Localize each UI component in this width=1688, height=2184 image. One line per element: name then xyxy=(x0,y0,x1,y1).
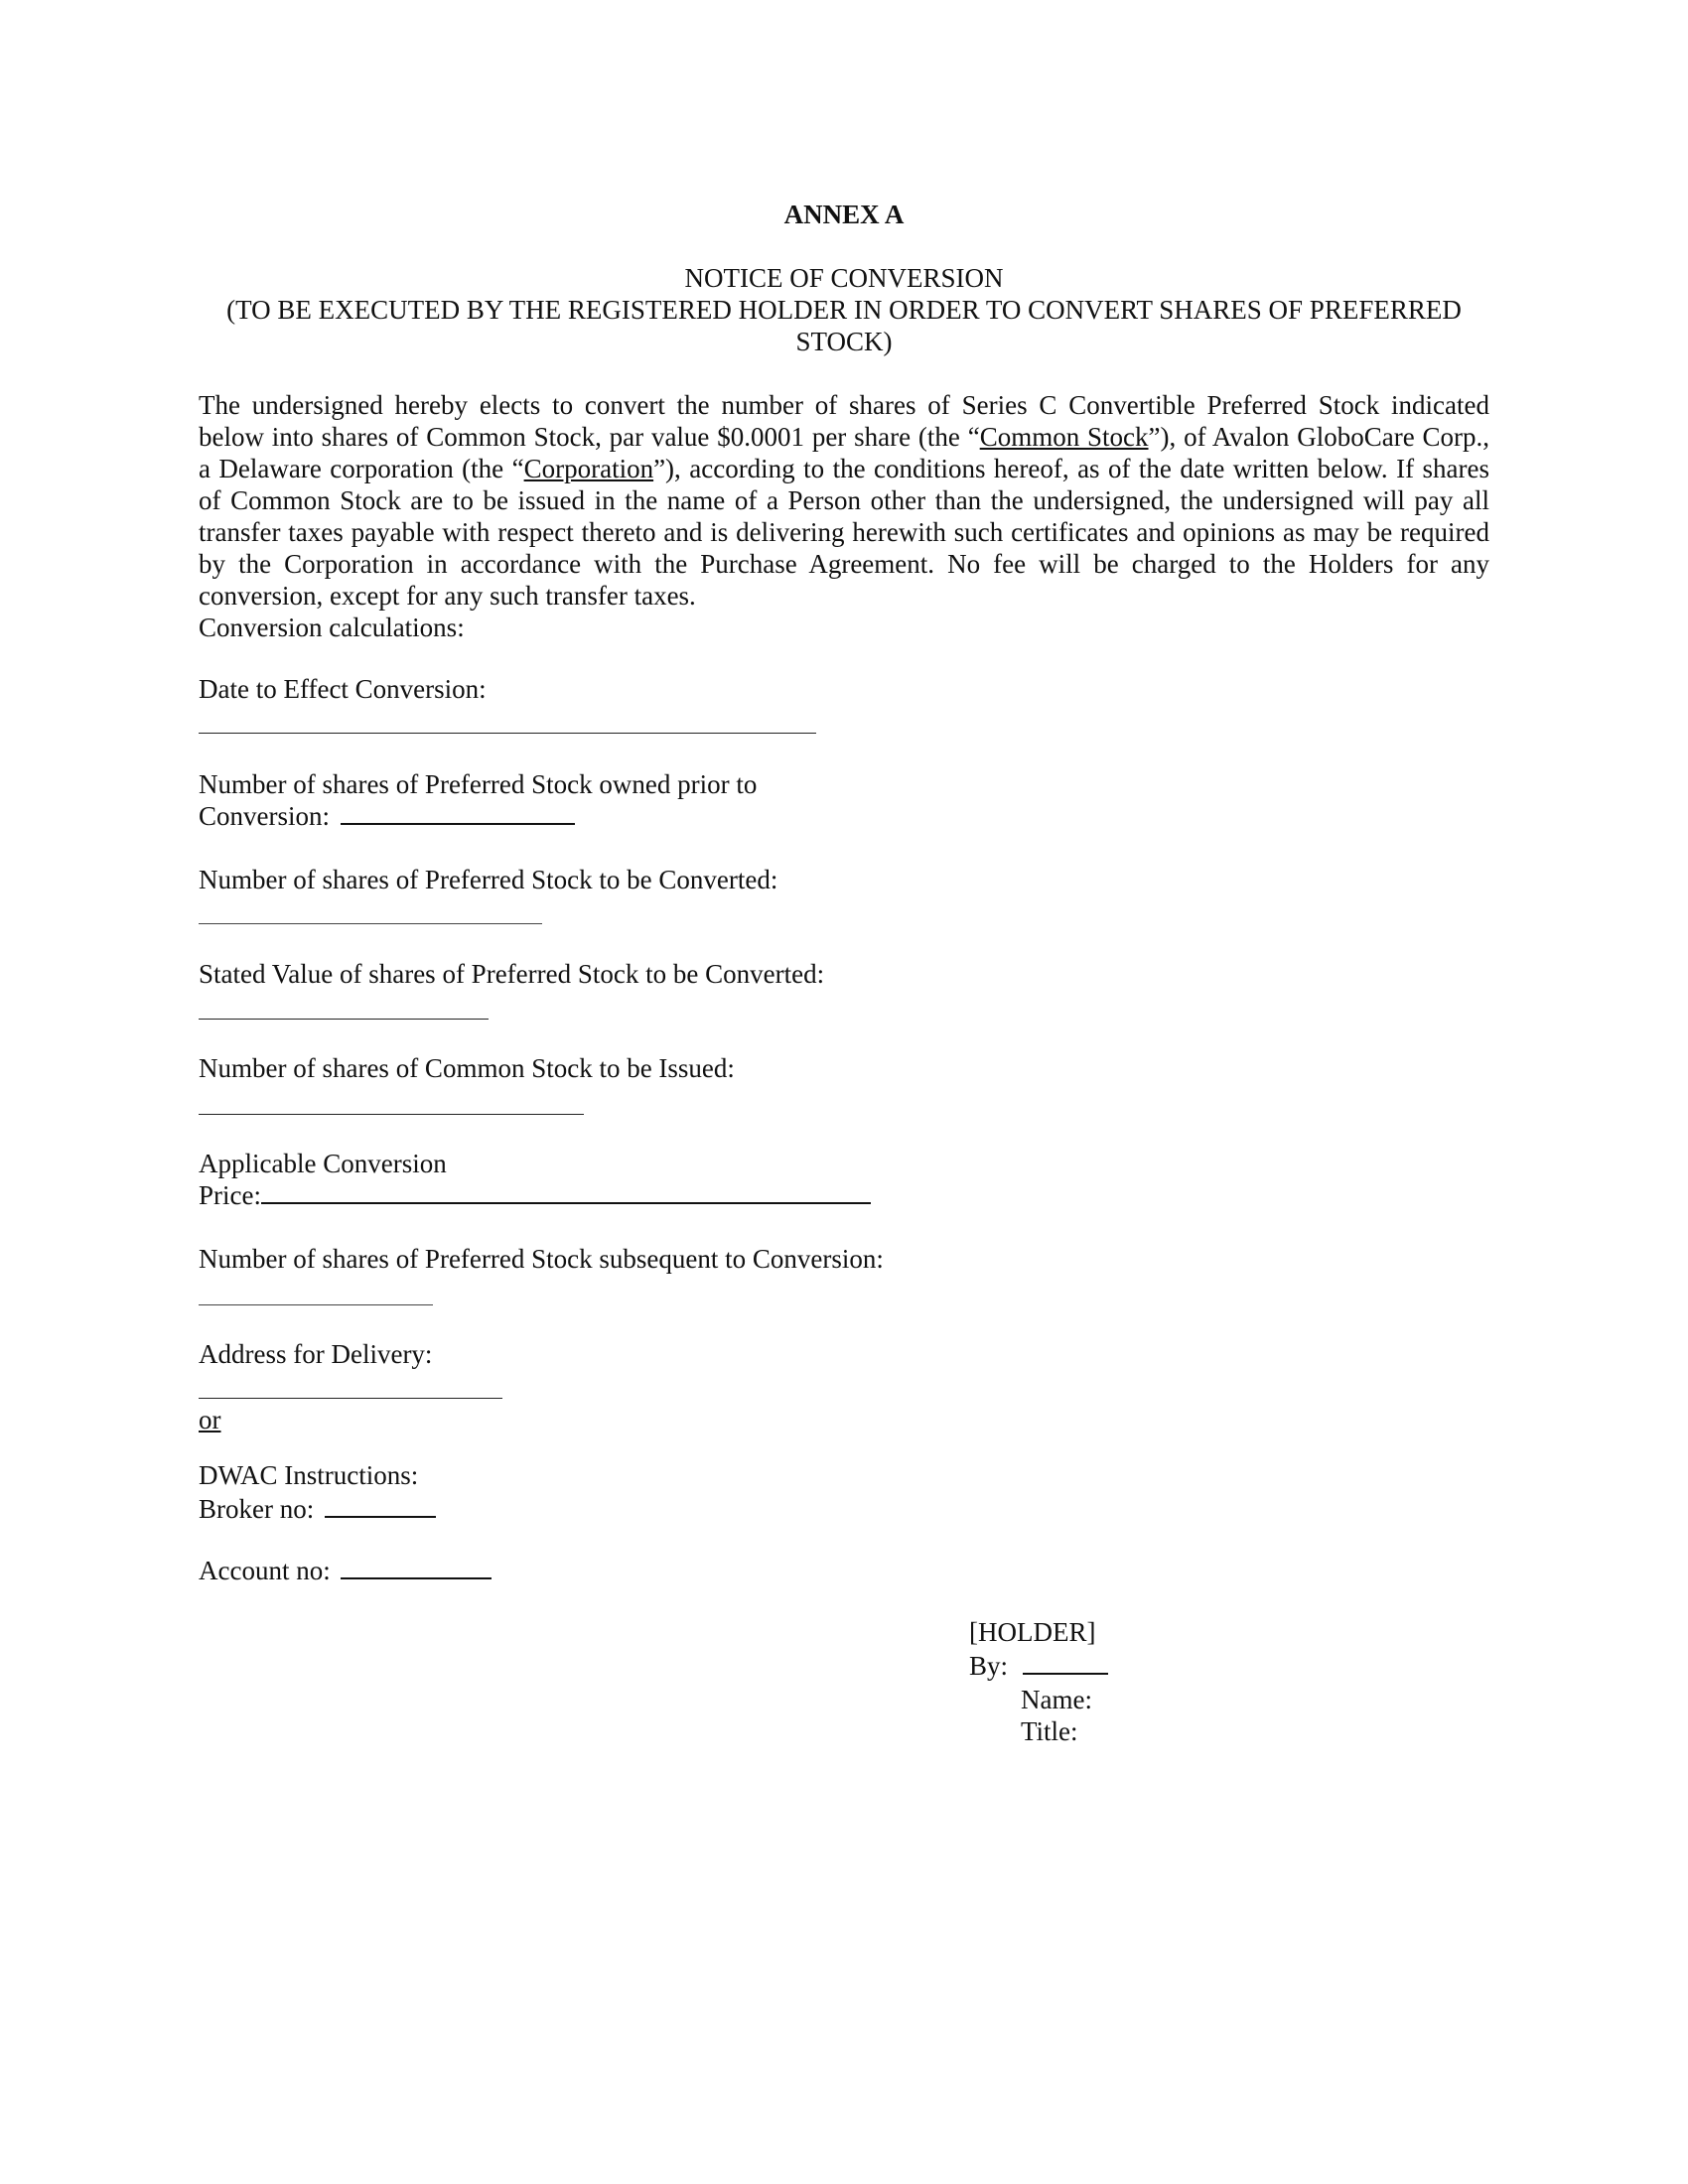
defined-term-common-stock: Common Stock xyxy=(979,422,1149,452)
owned-prior-blank[interactable] xyxy=(341,801,575,825)
subsequent-label: Number of shares of Preferred Stock subsequent to Conversion: xyxy=(199,1244,884,1274)
body-line xyxy=(199,421,1489,453)
body-paragraph xyxy=(199,389,1489,643)
address-label: Address for Delivery: xyxy=(199,1339,433,1369)
date-label: Date to Effect Conversion: xyxy=(199,674,487,704)
notice-subtitle-line2: STOCK) xyxy=(795,327,893,356)
address-blank[interactable] xyxy=(199,1398,502,1399)
defined-term-corporation: Corporation xyxy=(523,454,654,483)
price-blank[interactable] xyxy=(261,1180,871,1204)
account-row xyxy=(199,1555,492,1586)
notice-title: NOTICE OF CONVERSION xyxy=(684,263,1004,293)
body-text: ”), according to the conditions hereof, as of the date written below. If shares xyxy=(653,454,1489,483)
common-issued-blank[interactable] xyxy=(199,1114,584,1115)
or-label: or xyxy=(199,1405,221,1434)
body-line: transfer taxes payable with respect thereto and is delivering herewith such certificates and opinions as may be required xyxy=(199,517,1489,547)
owned-prior-label-line1: Number of shares of Preferred Stock owned prior to xyxy=(199,769,758,799)
body-line: The undersigned hereby elects to convert the number of shares of Series C Convertible Preferred Stock indicated xyxy=(199,390,1489,420)
broker-row xyxy=(199,1493,436,1525)
broker-blank[interactable] xyxy=(325,1494,436,1518)
price-label-line2 xyxy=(199,1179,871,1211)
broker-label: Broker no: xyxy=(199,1494,315,1524)
signature-blank[interactable] xyxy=(1023,1651,1108,1675)
owned-prior-label-text: Conversion: xyxy=(199,801,330,831)
subsequent-blank[interactable] xyxy=(199,1304,433,1305)
dwac-label: DWAC Instructions: xyxy=(199,1460,419,1490)
stated-value-label: Stated Value of shares of Preferred Stock to be Converted: xyxy=(199,959,825,989)
name-label: Name: xyxy=(1021,1685,1092,1714)
body-text: a Delaware corporation (the “ xyxy=(199,454,524,483)
notice-subtitle-line1: (TO BE EXECUTED BY THE REGISTERED HOLDER IN ORDER TO CONVERT SHARES OF PREFERRED xyxy=(226,295,1462,325)
conversion-calculations-label: Conversion calculations: xyxy=(199,613,465,642)
stated-value-blank[interactable] xyxy=(199,1019,489,1020)
body-line: by the Corporation in accordance with the Purchase Agreement. No fee will be charged to the Holders for any xyxy=(199,549,1489,579)
title-label: Title: xyxy=(1021,1716,1078,1746)
converted-label: Number of shares of Preferred Stock to be Converted: xyxy=(199,865,778,894)
converted-blank[interactable] xyxy=(199,923,542,924)
body-text: below into shares of Common Stock, par value $0.0001 per share (the “ xyxy=(199,422,980,452)
body-line: of Common Stock are to be issued in the name of a Person other than the undersigned, the undersigned will pay all xyxy=(199,485,1489,515)
date-blank[interactable] xyxy=(199,733,816,734)
body-line xyxy=(199,453,1489,484)
owned-prior-label-line2 xyxy=(199,800,575,832)
by-label: By: xyxy=(969,1651,1009,1681)
price-label-line1: Applicable Conversion xyxy=(199,1149,447,1178)
holder-label: [HOLDER] xyxy=(969,1617,1096,1647)
body-text: ”), of Avalon GloboCare Corp., xyxy=(1148,422,1489,452)
price-label-text: Price: xyxy=(199,1180,261,1210)
account-blank[interactable] xyxy=(341,1556,492,1579)
by-row xyxy=(969,1650,1108,1682)
common-issued-label: Number of shares of Common Stock to be Issued: xyxy=(199,1053,735,1083)
annex-title: ANNEX A xyxy=(783,200,905,229)
body-line: conversion, except for any such transfer taxes. xyxy=(199,581,696,611)
account-label: Account no: xyxy=(199,1556,331,1585)
